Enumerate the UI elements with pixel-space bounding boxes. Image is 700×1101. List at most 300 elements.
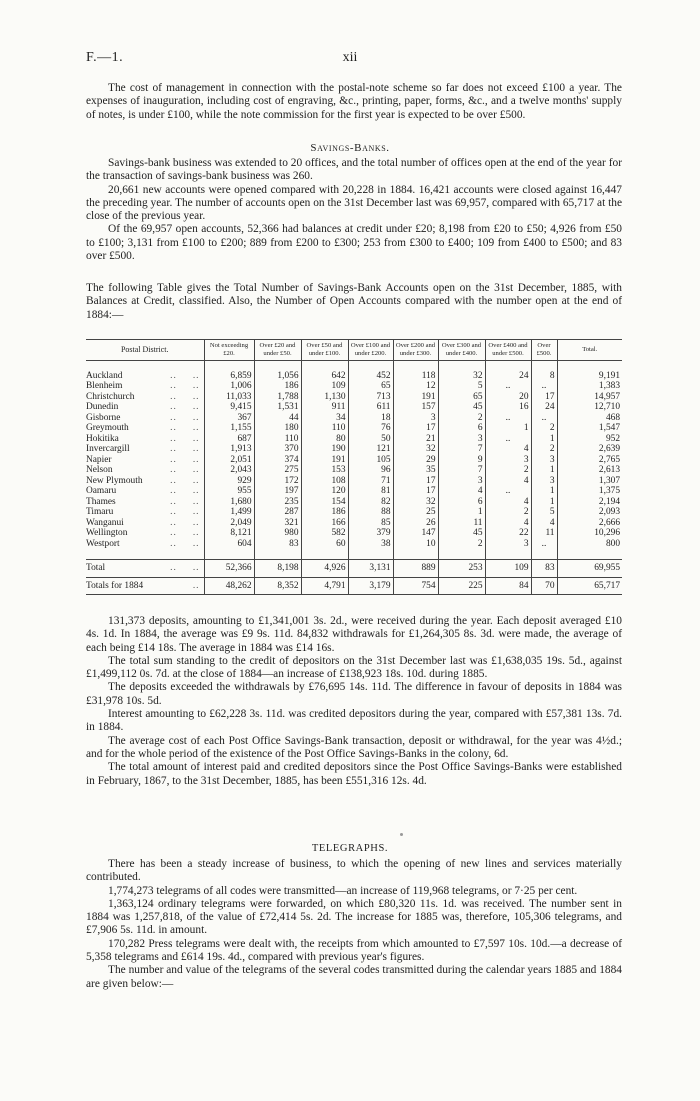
value-cell: 65 [348,381,393,392]
header-not-exceeding-20: Not exceeding £20. [204,340,254,361]
leader-dots: .. [170,412,177,423]
district-name: Napier [86,454,112,465]
value-cell: 32 [393,444,438,455]
spacer-row [86,549,622,560]
district-name: Wanganui [86,517,124,528]
deposits-section [86,615,622,788]
value-cell: 157 [393,402,438,413]
header-300-to-400: Over £300 and under £400. [438,340,485,361]
value-cell: 3,179 [348,577,393,595]
value-cell: 4 [485,497,531,508]
leader-dots: .. [170,496,177,507]
table-intro [86,282,622,322]
leader-dots: .. [170,381,177,392]
table-row [86,518,622,529]
value-cell: 45 [438,528,485,539]
value-cell: 45 [438,402,485,413]
value-cell: 84 [485,577,531,595]
value-cell: 10 [393,539,438,550]
value-cell: 21 [393,434,438,445]
value-cell: 50 [348,434,393,445]
table-row [86,486,622,497]
value-cell: 166 [301,518,348,529]
value-cell: 34 [301,413,348,424]
table-row [86,444,622,455]
value-cell: 4 [485,444,531,455]
leader-dots: .. [192,370,200,381]
value-cell: .. [485,434,531,445]
district-name-cell [86,371,204,382]
leader-dots: .. [192,496,200,507]
value-cell: 452 [348,371,393,382]
value-cell: 980 [254,528,301,539]
paragraph: There has been a steady increase of business, to which the opening of new lines and services materially contributed. [86,858,622,884]
paragraph: Of the 69,957 open accounts, 52,366 had balances at credit under £20; 8,198 from £20 to £50; 4,926 from £50 to £100; 3,131 from £100 to £200; 889 from £200 to £300; 253 from £300 to £400; 109 from £400 to £500; and 83 over £500. [86,223,622,263]
value-cell: 225 [438,577,485,595]
value-cell: 287 [254,507,301,518]
table-row [86,539,622,550]
value-cell: .. [531,539,557,550]
value-cell: 2,765 [557,455,622,466]
table-intro-text: The following Table gives the Total Number of Savings-Bank Accounts open on the 31st December, 1885, with Balances at Credit, classified. Also, the Number of Open Accounts compared with the number open at the end of 1884:— [86,282,622,321]
district-name: Greymouth [86,423,129,434]
value-cell: 52,366 [204,560,254,578]
table-row [86,371,622,382]
value-cell: 105 [348,455,393,466]
district-name-cell [86,560,204,578]
leader-dots: .. [192,486,200,497]
value-cell: 3 [393,413,438,424]
value-cell: 110 [301,423,348,434]
district-name-cell [86,444,204,455]
value-cell: 929 [204,476,254,487]
leader-dots: .. [170,538,177,549]
leader-dots: .. [170,454,177,465]
value-cell: 1,375 [557,486,622,497]
district-name-cell [86,455,204,466]
value-cell: 12,710 [557,402,622,413]
district-name-cell [86,507,204,518]
value-cell: 6 [438,423,485,434]
header-100-to-200: Over £100 and under £200. [348,340,393,361]
leader-dots: .. [170,517,177,528]
leader-dots: .. [170,475,177,486]
district-name: Total [86,563,106,574]
value-cell: 1,155 [204,423,254,434]
value-cell: 1 [531,434,557,445]
district-name-cell [86,392,204,403]
value-cell: 1,130 [301,392,348,403]
value-cell: 3 [531,476,557,487]
value-cell: 16 [485,402,531,413]
value-cell: 17 [531,392,557,403]
table-row [86,497,622,508]
table-header-row [86,340,622,361]
value-cell: 186 [301,507,348,518]
district-name-cell [86,497,204,508]
value-cell: 76 [348,423,393,434]
header-postal-district: Postal District. [86,340,204,361]
district-name: New Plymouth [86,475,143,486]
value-cell: 4 [531,518,557,529]
district-name: Westport [86,538,120,549]
leader-dots: .. [170,423,177,434]
value-cell: 1,307 [557,476,622,487]
value-cell: 2,043 [204,465,254,476]
value-cell: 2 [485,507,531,518]
value-cell: 44 [254,413,301,424]
table-row [86,455,622,466]
value-cell: 8 [531,371,557,382]
section-heading-telegraphs: TELEGRAPHS. [311,843,389,854]
value-cell: 22 [485,528,531,539]
value-cell: 1 [485,423,531,434]
paragraph: The total sum standing to the credit of depositors on the 31st December last was £1,638,035 19s. 5d., against £1,499,112 0s. 7d. at the close of 1884—an increase of £138,923 18s. 10d. during 1885. [86,654,622,681]
value-cell: 275 [254,465,301,476]
value-cell: 70 [531,577,557,595]
value-cell: 109 [485,560,531,578]
leader-dots: .. [170,563,177,574]
value-cell: 69,955 [557,560,622,578]
table-row [86,528,622,539]
value-cell: 2,049 [204,518,254,529]
district-name: Invercargill [86,444,130,455]
district-name-cell [86,486,204,497]
district-name: Timaru [86,507,114,518]
value-cell: 48,262 [204,577,254,595]
leader-dots: .. [170,465,177,476]
leader-dots: .. [192,580,200,591]
district-name: Wellington [86,528,128,539]
paragraph: The cost of management in connection with the postal-note scheme so far does not exceed £100 a year. The expenses of inauguration, including cost of engraving, &c., printing, paper, forms, &c., and a twelve months' supply of notes, is under £100, while the note commission for the first year is expected to be over £500. [86,82,622,121]
header-200-to-300: Over £200 and under £300. [393,340,438,361]
telegraphs-section [86,858,622,991]
value-cell: 108 [301,476,348,487]
table-row [86,423,622,434]
savings-section [86,157,622,263]
value-cell: 1,913 [204,444,254,455]
district-name-cell [86,402,204,413]
value-cell: 80 [301,434,348,445]
value-cell: 29 [393,455,438,466]
leader-dots: .. [192,465,200,476]
paragraph: 1,774,273 telegrams of all codes were transmitted—an increase of 119,968 telegrams, or 7·25 per cent. [108,884,578,897]
value-cell: 24 [485,371,531,382]
paragraph: Interest amounting to £62,228 3s. 11d. was credited depositors during the year, compared with £57,381 13s. 7d. in 1884. [86,708,622,734]
value-cell: 118 [393,371,438,382]
header-total: Total. [557,340,622,361]
paragraph: The total amount of interest paid and credited depositors since the Post Office Savings-Banks were established in February, 1867, to the 31st December, 1885, has been £551,316 12s. 4d. [86,761,622,787]
value-cell: 110 [254,434,301,445]
value-cell: 379 [348,528,393,539]
paragraph: 131,373 deposits, amounting to £1,341,001 3s. 2d., were received during the year. Each deposit averaged £10 4s. 1d. In 1884, the average was £9 9s. 11d. 84,832 withdrawals for £1,264,305 8s. 3d. were made, the average of each being £14 18s. The average in 1884 was £14 16s. [86,615,622,654]
table-row [86,413,622,424]
value-cell: 25 [393,507,438,518]
value-cell: 1,788 [254,392,301,403]
value-cell: 1 [438,507,485,518]
value-cell: 2 [531,444,557,455]
value-cell: 197 [254,486,301,497]
value-cell: 65,717 [557,577,622,595]
value-cell: 2,666 [557,518,622,529]
district-name: Oamaru [86,486,117,497]
value-cell: 11,033 [204,392,254,403]
district-name-cell [86,518,204,529]
value-cell: 1 [531,497,557,508]
value-cell: 754 [393,577,438,595]
leader-dots: .. [192,402,200,413]
value-cell: 2,093 [557,507,622,518]
value-cell: 11 [438,518,485,529]
table-row [86,402,622,413]
table-row [86,465,622,476]
paragraph: The number and value of the telegrams of the several codes transmitted during the calendar years 1885 and 1884 are given below:— [86,964,622,990]
value-cell: .. [531,381,557,392]
value-cell: 3 [438,434,485,445]
table-row [86,434,622,445]
value-cell: 2 [531,423,557,434]
value-cell: 191 [301,455,348,466]
value-cell: 153 [301,465,348,476]
value-cell: 186 [254,381,301,392]
value-cell: 3 [485,455,531,466]
value-cell: 85 [348,518,393,529]
header-50-to-100: Over £50 and under £100. [301,340,348,361]
value-cell: 321 [254,518,301,529]
value-cell: 10,296 [557,528,622,539]
value-cell: 24 [531,402,557,413]
value-cell: 3,131 [348,560,393,578]
value-cell: 26 [393,518,438,529]
value-cell: 1,056 [254,371,301,382]
leader-dots: .. [170,391,177,402]
leader-dots: .. [170,528,177,539]
value-cell: .. [485,486,531,497]
value-cell: 4,926 [301,560,348,578]
section-heading-savings-banks: Savings-Banks. [310,142,390,154]
value-cell: 1,547 [557,423,622,434]
header-20-to-50: Over £20 and under £50. [254,340,301,361]
district-name: Nelson [86,465,113,476]
value-cell: 2 [438,539,485,550]
value-cell: 154 [301,497,348,508]
value-cell: 2,639 [557,444,622,455]
leader-dots: .. [192,454,200,465]
value-cell: 12 [393,381,438,392]
page-header-reference: F.—1. [86,50,124,65]
leader-dots: .. [192,517,200,528]
district-name-cell [86,577,204,595]
value-cell: 9,191 [557,371,622,382]
value-cell: 468 [557,413,622,424]
leader-dots: .. [170,402,177,413]
header-400-to-500: Over £400 and under £500. [485,340,531,361]
value-cell: 1,531 [254,402,301,413]
value-cell: 955 [204,486,254,497]
district-name-cell [86,413,204,424]
value-cell: .. [531,413,557,424]
value-cell: 190 [301,444,348,455]
district-name: Gisborne [86,412,121,423]
leader-dots: .. [170,370,177,381]
value-cell: 3 [485,539,531,550]
value-cell: 35 [393,465,438,476]
district-name: Christchurch [86,391,135,402]
value-cell: 604 [204,539,254,550]
value-cell: 32 [393,497,438,508]
leader-dots: .. [192,475,200,486]
value-cell: 642 [301,371,348,382]
leader-dots: .. [170,507,177,518]
value-cell: 11 [531,528,557,539]
value-cell: 713 [348,392,393,403]
value-cell: 2,613 [557,465,622,476]
paragraph: Savings-bank business was extended to 20 offices, and the total number of offices open at the end of the year for the transaction of savings-bank business was 260. [86,157,622,183]
header-over-500: Over £500. [531,340,557,361]
district-name-cell [86,465,204,476]
district-name: Dunedin [86,402,119,413]
value-cell: 81 [348,486,393,497]
leader-dots: .. [192,528,200,539]
value-cell: 8,198 [254,560,301,578]
leader-dots: .. [170,486,177,497]
district-name: Thames [86,496,116,507]
value-cell: 83 [254,539,301,550]
district-name-cell [86,434,204,445]
total-1884-row [86,577,622,595]
value-cell: 38 [348,539,393,550]
district-name: Totals for 1884 [86,580,144,591]
value-cell: 147 [393,528,438,539]
leader-dots: .. [192,433,200,444]
value-cell: 17 [393,423,438,434]
value-cell: 191 [393,392,438,403]
value-cell: 687 [204,434,254,445]
table-row [86,507,622,518]
district-name: Blenheim [86,381,123,392]
value-cell: 5 [438,381,485,392]
district-name-cell [86,381,204,392]
leader-dots: .. [170,444,177,455]
value-cell: 120 [301,486,348,497]
value-cell: 1,006 [204,381,254,392]
district-name-cell [86,539,204,550]
district-name-cell [86,476,204,487]
value-cell: 3 [438,476,485,487]
leader-dots: .. [192,538,200,549]
value-cell: 5 [531,507,557,518]
value-cell: 17 [393,486,438,497]
value-cell: 88 [348,507,393,518]
leader-dots: .. [170,433,177,444]
value-cell: 6,859 [204,371,254,382]
value-cell: 582 [301,528,348,539]
paragraph: 1,363,124 ordinary telegrams were forwarded, on which £80,320 11s. 1d. was received. The number sent in 1884 was 1,257,818, of the value of £72,414 5s. 2d. The increase for 1885 was, therefore, 105,306 telegrams, and £7,906 5s. 11d. in amount. [86,897,622,937]
paragraph: 20,661 new accounts were opened compared with 20,228 in 1884. 16,421 accounts were closed against 16,447 the preceding year. The number of accounts open on the 31st December last was 69,957, compared with 65,717 at the close of the previous year. [86,183,622,223]
value-cell: 374 [254,455,301,466]
leader-dots: .. [192,391,200,402]
value-cell: 4 [485,518,531,529]
value-cell: 8,121 [204,528,254,539]
value-cell: 1,680 [204,497,254,508]
value-cell: 800 [557,539,622,550]
table-row [86,381,622,392]
leader-dots: .. [192,381,200,392]
value-cell: 235 [254,497,301,508]
value-cell: 253 [438,560,485,578]
value-cell: 18 [348,413,393,424]
spacer-row [86,360,622,371]
postal-note-section [86,82,622,122]
decorative-dot [400,833,403,836]
savings-accounts-table [86,339,622,595]
value-cell: 1,499 [204,507,254,518]
value-cell: 82 [348,497,393,508]
value-cell: 367 [204,413,254,424]
value-cell: 65 [438,392,485,403]
value-cell: 9 [438,455,485,466]
leader-dots: .. [192,412,200,423]
value-cell: 7 [438,465,485,476]
value-cell: 172 [254,476,301,487]
value-cell: 952 [557,434,622,445]
paragraph: The average cost of each Post Office Savings-Bank transaction, deposit or withdrawal, for the year was 4½d.; and for the whole period of the existence of the Post Office Savings-Banks in the colony, 6d. [86,734,622,760]
value-cell: 2,051 [204,455,254,466]
page-number: xii [342,50,358,65]
value-cell: 370 [254,444,301,455]
value-cell: 2 [438,413,485,424]
table-row [86,476,622,487]
district-name-cell [86,423,204,434]
value-cell: 889 [393,560,438,578]
value-cell: 1 [531,486,557,497]
leader-dots: .. [192,507,200,518]
leader-dots: .. [192,444,200,455]
district-name: Auckland [86,370,123,381]
district-name-cell [86,528,204,539]
leader-dots: .. [192,563,200,574]
value-cell: 1,383 [557,381,622,392]
value-cell: 180 [254,423,301,434]
value-cell: 7 [438,444,485,455]
value-cell: 2,194 [557,497,622,508]
value-cell: 121 [348,444,393,455]
value-cell: 3 [531,455,557,466]
value-cell: .. [485,381,531,392]
value-cell: 71 [348,476,393,487]
value-cell: 32 [438,371,485,382]
value-cell: 2 [485,465,531,476]
value-cell: 109 [301,381,348,392]
value-cell: 911 [301,402,348,413]
table-row [86,392,622,403]
value-cell: 4 [485,476,531,487]
value-cell: 20 [485,392,531,403]
value-cell: 83 [531,560,557,578]
value-cell: 611 [348,402,393,413]
value-cell: 4 [438,486,485,497]
value-cell: .. [485,413,531,424]
value-cell: 4,791 [301,577,348,595]
value-cell: 96 [348,465,393,476]
value-cell: 8,352 [254,577,301,595]
value-cell: 60 [301,539,348,550]
value-cell: 6 [438,497,485,508]
value-cell: 14,957 [557,392,622,403]
paragraph: The deposits exceeded the withdrawals by £76,695 14s. 11d. The difference in favour of deposits in 1884 was £31,978 10s. 5d. [86,681,622,707]
district-name: Hokitika [86,433,119,444]
total-row [86,560,622,578]
